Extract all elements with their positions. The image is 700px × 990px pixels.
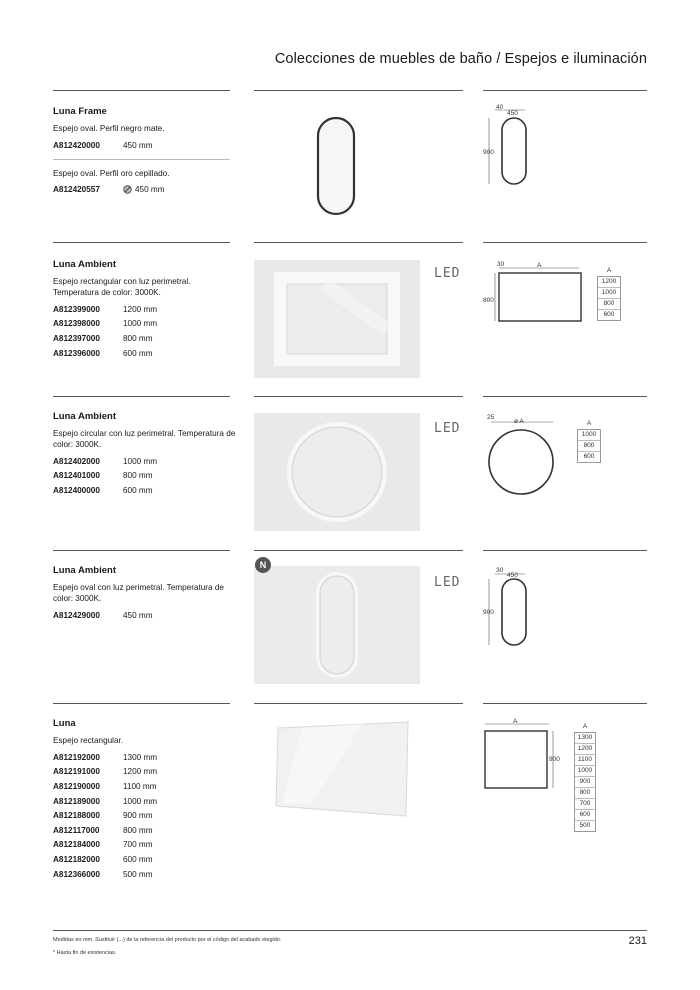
dim-height: 900 — [549, 756, 560, 763]
section-rule — [254, 396, 463, 397]
dimension-table — [577, 420, 601, 463]
section-rule — [254, 703, 463, 704]
product-description: Espejo oval. Perfil negro mate. — [53, 124, 165, 133]
product-dimension: 1000 mm — [123, 796, 158, 806]
product-code: A812366000 — [53, 869, 100, 879]
product-code: A812429000 — [53, 610, 100, 620]
dim-width: A — [537, 262, 542, 269]
product-row — [53, 138, 238, 153]
section-rule — [483, 703, 647, 704]
dim-width: 450 — [507, 110, 518, 117]
dim-height: 900 — [483, 149, 494, 156]
dim-depth: 30 — [497, 261, 505, 268]
product-dimension: 1000 mm — [123, 456, 158, 466]
product-code: A812401000 — [53, 471, 100, 481]
product-photo — [254, 260, 420, 378]
dimension-cell: 1100 — [575, 755, 595, 766]
product-code: A812398000 — [53, 319, 100, 329]
product-code: A812191000 — [53, 767, 100, 777]
dimension-table-header: A — [586, 420, 592, 427]
product-code: A812420000 — [53, 140, 100, 150]
dimension-cell: 800 — [598, 299, 620, 310]
dimension-cell: 800 — [578, 441, 600, 452]
dim-depth: 30 — [496, 567, 504, 574]
product-code: A812396000 — [53, 348, 100, 358]
product-code: A812117000 — [53, 825, 100, 835]
dim-height: 800 — [483, 297, 494, 304]
finish-swatch-icon — [123, 185, 132, 194]
product-dimension: 700 mm — [123, 840, 153, 850]
page-number: 231 — [628, 935, 647, 947]
product-description: Espejo circular con luz perimetral. Temperatura de color: 3000K. — [53, 429, 236, 449]
technical-drawing — [483, 718, 568, 803]
dimension-table — [597, 267, 621, 321]
product-description: Espejo oval con luz perimetral. Temperatura de color: 3000K. — [53, 583, 224, 603]
product-dimension: 450 mm — [123, 140, 153, 150]
product-name: Luna Frame — [53, 106, 107, 117]
product-code: A812182000 — [53, 854, 100, 864]
product-info — [53, 718, 238, 881]
product-code: A812188000 — [53, 811, 100, 821]
product-dimension: 450 mm — [123, 610, 153, 620]
dimension-table — [574, 723, 596, 832]
dimension-cell: 1000 — [575, 766, 595, 777]
section-rule — [53, 703, 230, 704]
section-rule — [483, 396, 647, 397]
product-code: A812420557 — [53, 185, 100, 195]
section-rule — [254, 90, 463, 91]
technical-drawing — [483, 412, 558, 505]
product-dimension: 600 mm — [123, 854, 153, 864]
variant-description: Espejo oval. Perfil oro cepillado. — [53, 168, 170, 178]
product-dimension: 450 mm — [135, 185, 165, 195]
dim-width: 450 — [507, 572, 518, 579]
dimension-cell: 1000 — [578, 430, 600, 441]
product-code: A812402000 — [53, 456, 100, 466]
dimension-cell: 1000 — [598, 288, 620, 299]
dimension-cell: 700 — [575, 799, 595, 810]
dimension-cell: 500 — [579, 822, 591, 829]
dimension-cell: 600 — [575, 810, 595, 821]
product-dimension: 1300 mm — [123, 752, 158, 762]
dim-depth: 25 — [487, 414, 495, 421]
dimension-cell: 800 — [575, 788, 595, 799]
section-rule — [254, 242, 463, 243]
section-rule — [53, 550, 230, 551]
product-code: A812189000 — [53, 796, 100, 806]
product-dimension: 800 mm — [123, 333, 153, 343]
product-row — [53, 183, 238, 198]
dimension-cell: 600 — [583, 453, 595, 460]
section-rule — [483, 550, 647, 551]
product-code: A812397000 — [53, 333, 100, 343]
product-dimension: 1000 mm — [123, 319, 158, 329]
product-dimension: 600 mm — [123, 485, 153, 495]
dim-width: A — [513, 718, 518, 725]
technical-drawing — [483, 258, 593, 333]
product-info — [53, 106, 238, 197]
product-dimension: 800 mm — [123, 825, 153, 835]
dimension-table-header: A — [606, 267, 612, 274]
variant-divider — [53, 159, 230, 160]
product-photo — [272, 718, 412, 820]
product-dimension: 1200 mm — [123, 767, 158, 777]
dimension-cell: 900 — [575, 777, 595, 788]
product-name: Luna — [53, 718, 76, 729]
product-name: Luna Ambient — [53, 259, 116, 270]
section-rule — [254, 550, 463, 551]
section-rule — [53, 396, 230, 397]
product-description: Espejo rectangular con luz perimetral. Temperatura de color: 3000K. — [53, 277, 191, 297]
product-description: Espejo rectangular. — [53, 736, 124, 745]
section-rule — [483, 242, 647, 243]
product-photo — [254, 413, 420, 531]
product-photo — [290, 102, 380, 222]
footer-note: Medidas en mm. Sustituir (...) de la referencia del producto por el código del acabado elegido. — [53, 937, 282, 943]
product-code: A812400000 — [53, 485, 100, 495]
section-rule — [53, 242, 230, 243]
product-dimension: 1200 mm — [123, 304, 158, 314]
dimension-cell: 1200 — [598, 277, 620, 288]
product-code: A812192000 — [53, 752, 100, 762]
dim-depth: 40 — [496, 104, 504, 111]
dimension-cell: 600 — [603, 311, 615, 318]
product-code: A812190000 — [53, 781, 100, 791]
dim-height: 900 — [483, 609, 494, 616]
dimension-cell: 1300 — [575, 733, 595, 744]
product-name: Luna Ambient — [53, 411, 116, 422]
footer-note: * Hasta fin de existencias. — [53, 950, 117, 956]
product-info — [53, 259, 238, 360]
dimension-cell: 1200 — [575, 744, 595, 755]
product-dimension: 900 mm — [123, 811, 153, 821]
new-badge: N — [255, 557, 271, 573]
dimension-table-header: A — [582, 723, 588, 730]
led-label: LED — [434, 575, 461, 590]
page-title: Colecciones de muebles de baño / Espejos e iluminación — [274, 51, 647, 67]
product-dimension: 600 mm — [123, 348, 153, 358]
product-photo — [254, 566, 420, 684]
technical-drawing — [483, 566, 553, 659]
dim-width: ø A — [514, 418, 524, 425]
product-dimension: 800 mm — [123, 471, 153, 481]
led-label: LED — [434, 421, 461, 436]
product-code: A812399000 — [53, 304, 100, 314]
product-info — [53, 565, 238, 623]
product-info — [53, 411, 238, 498]
footer-rule — [53, 930, 647, 931]
product-code: A812184000 — [53, 840, 100, 850]
section-rule — [483, 90, 647, 91]
product-dimension: 1100 mm — [123, 781, 157, 791]
section-rule — [53, 90, 230, 91]
product-name: Luna Ambient — [53, 565, 116, 576]
led-label: LED — [434, 266, 461, 281]
product-dimension: 500 mm — [123, 869, 153, 879]
technical-drawing — [483, 104, 553, 197]
